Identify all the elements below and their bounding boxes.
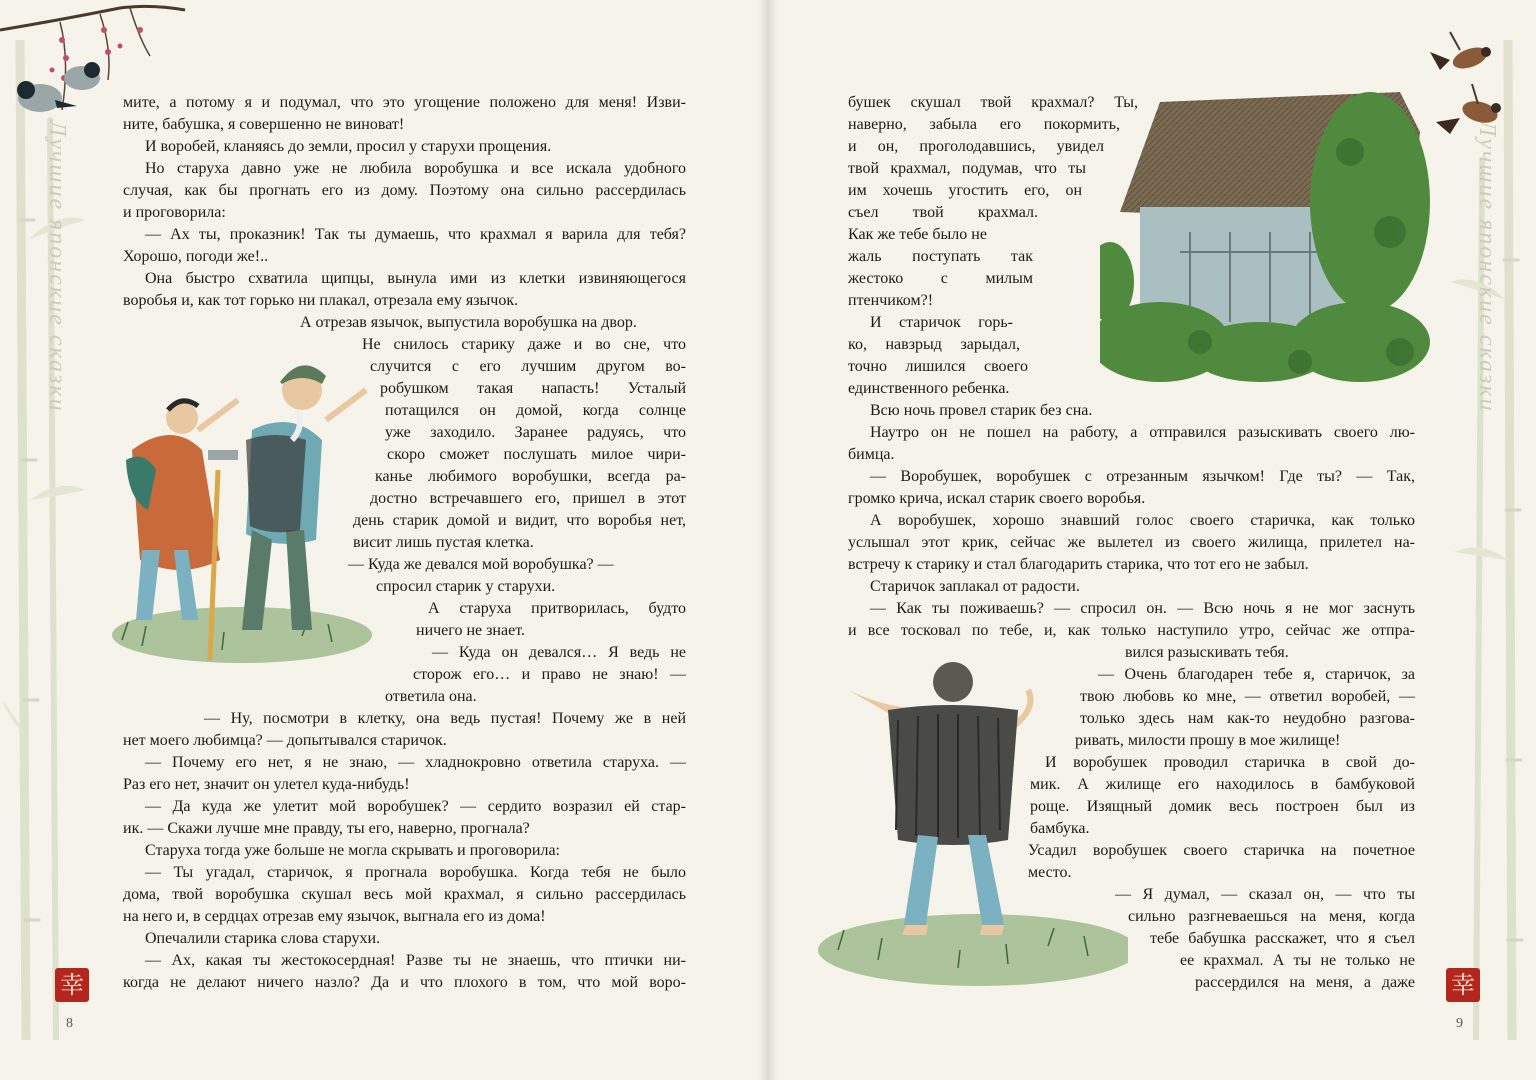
text-line: Старуха тогда уже больше не могла скрывать и проговорила: <box>145 842 560 859</box>
text-line: ничего не знает. <box>416 622 525 639</box>
text-line: ривать, милости прошу в мое жилище! <box>1075 732 1341 749</box>
text-line: — Куда же девался мой воробушка? — <box>348 556 614 573</box>
text-line: висит лишь пустая клетка. <box>353 534 534 551</box>
text-line: Опечалили старика слова старухи. <box>145 930 381 947</box>
text-line: Она быстро схватила щипцы, вынула ими из клетки извиняющегося <box>145 270 686 287</box>
text-line: достно встречавшего его, пришел в этот <box>370 490 686 507</box>
page-number-left: 8 <box>66 1016 73 1031</box>
text-line: и проговорила: <box>123 204 226 221</box>
text-line: съел твой крахмал. <box>848 204 1038 221</box>
text-line: — Ну, посмотри в клетку, она ведь пустая! Почему же в ней <box>204 710 686 727</box>
text-line: — Почему его нет, я не знаю, — хладнокровно ответила старуха. — <box>145 754 686 771</box>
text-line: бамбука. <box>1030 820 1090 837</box>
text-line: Усадил воробушек своего старичка на почетное <box>1028 842 1415 859</box>
text-line: роще. Изящный домик весь построен был из <box>1030 798 1415 815</box>
text-line: мик. А жилище его находилось в бамбуковой <box>1030 776 1415 793</box>
text-line: И воробей, кланяясь до земли, просил у старухи прощения. <box>145 138 552 155</box>
text-line: спросил старик у старухи. <box>376 578 556 595</box>
text-line: робушком такая напасть! Усталый <box>380 380 686 397</box>
seal-emblem-right: 幸 <box>1446 968 1480 1002</box>
text-line: — Очень благодарен тебе я, старичок, за <box>1098 666 1415 683</box>
text-line: Не снилось старику даже и во сне, что <box>362 336 686 353</box>
text-line: случится с его лучшим другом во- <box>370 358 686 375</box>
text-line: на него и, в сердцах отрезав ему язычок, выгнала его из дома! <box>123 908 546 925</box>
text-line: Раз его нет, значит он улетел куда-нибудь! <box>123 776 410 793</box>
text-line: — Я думал, — сказал он, — что ты <box>1115 886 1415 903</box>
text-line: ее крахмал. А ты не только не <box>1180 952 1415 969</box>
text-line: сильно разгневаешься на меня, когда <box>1128 908 1415 925</box>
sparrows-illustration <box>1420 30 1520 140</box>
text-line: и все тосковал по тебе, и, как только наступило утро, сейчас же отпра- <box>848 622 1415 639</box>
running-title-left: Лучшие японские сказки <box>44 120 70 413</box>
text-line: ните, бабушка, я совершенно не виноват! <box>123 116 405 133</box>
text-line: птенчиком?! <box>848 292 934 309</box>
text-line: вился разыскивать тебя. <box>1125 644 1289 661</box>
text-line: точно лишился своего <box>848 358 1028 375</box>
text-line: ответила она. <box>385 688 477 705</box>
text-line: Наутро он не пошел на работу, а отправился разыскивать своего лю- <box>870 424 1415 441</box>
text-line: ко, навзрыд зарыдал, <box>848 336 1020 353</box>
text-line: нет моего любимца? — допытывался старичок. <box>123 732 447 749</box>
text-line: — Да куда же улетит мой воробушек? — сердито возразил ей стар- <box>145 798 686 815</box>
text-line: твою любовь ко мне, — ответил воробей, — <box>1080 688 1415 705</box>
text-line: — Воробушек, воробушек с отрезанным язычком! Где ты? — Так, <box>870 468 1415 485</box>
text-line: Всю ночь провел старик без сна. <box>870 402 1093 419</box>
text-line: тебе бабушка расскажет, что я съел <box>1150 930 1415 947</box>
text-line: рассердился на меня, а даже <box>1195 974 1415 991</box>
text-line: А отрезав язычок, выпустила воробушка на двор. <box>300 314 637 331</box>
text-line: — Куда он девался… Я ведь не <box>432 644 686 661</box>
text-line: жестоко с милым <box>848 270 1033 287</box>
thatched-house-illustration <box>1100 92 1430 392</box>
text-line: А старуха притворилась, будто <box>428 600 686 617</box>
text-line: — Как ты поживаешь? — спросил он. — Всю ночь я не мог заснуть <box>870 600 1415 617</box>
page-number-right: 9 <box>1456 1016 1463 1031</box>
text-line: когда не делают ничего назло? Да и что плохого в том, что мой воро- <box>123 974 686 991</box>
text-line: бушек скушал твой крахмал? Ты, <box>848 94 1138 111</box>
text-line: мите, а потому я и подумал, что это угощение положено для меня! Изви- <box>123 94 686 111</box>
text-line: ик. — Скажи лучше мне правду, ты его, наверно, прогнала? <box>123 820 530 837</box>
text-line: воробья и, как тот горько ни плакал, отрезала ему язычок. <box>123 292 519 309</box>
text-line: потащился он домой, когда солнце <box>385 402 686 419</box>
old-couple-illustration <box>102 350 372 670</box>
text-line: Хорошо, погоди же!.. <box>123 248 269 265</box>
text-line: уже заходило. Заранее радуясь, что <box>385 424 686 441</box>
text-line: Но старуха давно уже не любила воробушка и все искала удобного <box>145 160 686 177</box>
text-line: место. <box>1028 864 1072 881</box>
text-line: им хочешь угостить его, он <box>848 182 1082 199</box>
text-line: и он, проголодавшись, увидел <box>848 138 1104 155</box>
text-line: канье любимого воробушки, всегда ра- <box>375 468 686 485</box>
text-line: Старичок заплакал от радости. <box>870 578 1080 595</box>
text-line: Как же тебе было не <box>848 226 987 243</box>
text-line: день старик домой и видит, что воробья нет, <box>353 512 686 529</box>
text-line: наверно, забыла его покормить, <box>848 116 1120 133</box>
text-line: — Ты угадал, старичок, я прогнала воробушка. Когда тебя не было <box>145 864 686 881</box>
text-line: единственного ребенка. <box>848 380 1010 397</box>
text-line: встречу к старику и стал благодарить старика, что тот его не забыл. <box>848 556 1309 573</box>
text-line: И воробушек проводил старичка в свой до- <box>1045 754 1415 771</box>
text-line: только здесь нам как-то неудобно разгова- <box>1080 710 1415 727</box>
text-line: громко крича, искал старик своего воробья. <box>848 490 1146 507</box>
text-line: случая, как бы прогнать его из дому. Поэтому она сильно рассердилась <box>123 182 686 199</box>
text-line: услышал этот крик, сейчас же вылетел из своего жилища, прилетел на- <box>848 534 1415 551</box>
running-title-right: Лучшие японские сказки <box>1474 120 1500 413</box>
text-line: — Ах ты, проказник! Так ты думаешь, что крахмал я варила для тебя? <box>145 226 686 243</box>
text-line: скоро сможет послушать милое чири- <box>387 446 686 463</box>
text-line: — Ах, какая ты жестокосердная! Разве ты не знаешь, что птички ни- <box>145 952 686 969</box>
text-line: И старичок горь- <box>870 314 1013 331</box>
text-line: твой крахмал, подумав, что ты <box>848 160 1086 177</box>
text-line: бимца. <box>848 446 895 463</box>
text-line: А воробушек, хорошо знавший голос своего старичка, как только <box>870 512 1415 529</box>
book-gutter <box>758 0 778 1080</box>
text-line: сторож его… и право не знаю! — <box>413 666 686 683</box>
seal-emblem-left: 幸 <box>55 968 89 1002</box>
text-line: жаль поступать так <box>848 248 1033 265</box>
text-line: дома, твой воробушка скушал весь мой крахмал, я сильно рассердилась <box>123 886 686 903</box>
